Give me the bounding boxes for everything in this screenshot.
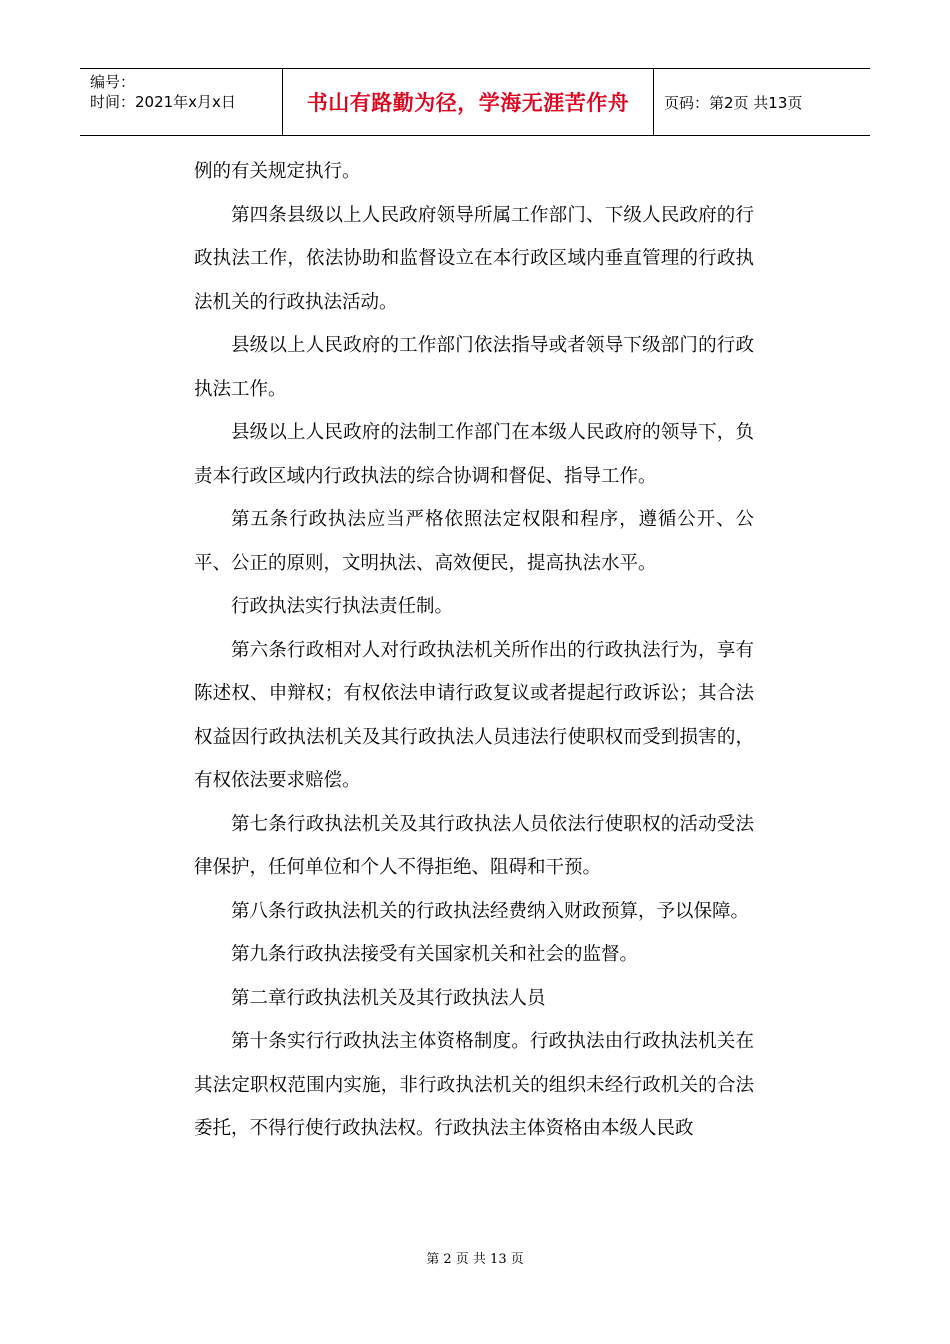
document-body	[194, 150, 754, 1151]
paragraph: 第七条行政执法机关及其行政执法人员依法行使职权的活动受法律保护，任何单位和个人不得拒绝、阻碍和干预。	[194, 813, 754, 878]
document-time-label: 时间：2021年x月x日	[90, 93, 236, 111]
paragraph: 例的有关规定执行。	[194, 161, 361, 182]
header-page-code: 页码：第2页 共13页	[664, 93, 803, 112]
document-header	[80, 68, 870, 136]
chapter-heading: 第二章行政执法机关及其行政执法人员	[231, 987, 546, 1009]
paragraph: 行政执法实行执法责任制。	[231, 596, 454, 617]
paragraph: 第十条实行行政执法主体资格制度。行政执法由行政执法机关在其法定职权范围内实施，非行政执法机关的组织未经行政机关的合法委托，不得行使行政执法权。行政执法主体资格由本级人民政	[194, 1031, 754, 1139]
paragraph: 第六条行政相对人对行政执法机关所作出的行政执法行为，享有陈述权、申辩权；有权依法申请行政复议或者提起行政诉讼；其合法权益因行政执法机关及其行政执法人员违法行使职权而受到损害的，有权依法要求赔偿。	[194, 639, 754, 791]
header-motto: 书山有路勤为径，学海无涯苦作舟	[282, 69, 654, 135]
paragraph: 县级以上人民政府的工作部门依法指导或者领导下级部门的行政执法工作。	[194, 335, 754, 400]
paragraph: 第八条行政执法机关的行政执法经费纳入财政预算，予以保障。	[231, 900, 750, 922]
paragraph: 县级以上人民政府的法制工作部门在本级人民政府的领导下，负责本行政区域内行政执法的综合协调和督促、指导工作。	[194, 422, 754, 487]
paragraph: 第四条县级以上人民政府领导所属工作部门、下级人民政府的行政执法工作，依法协助和监督设立在本行政区域内垂直管理的行政执法机关的行政执法活动。	[194, 204, 754, 313]
paragraph: 第五条行政执法应当严格依照法定权限和程序，遵循公开、公平、公正的原则，文明执法、高效便民，提高执法水平。	[194, 509, 754, 574]
page-footer: 第 2 页 共 13 页	[426, 1252, 524, 1267]
document-number-label: 编号：	[90, 73, 136, 91]
header-meta	[80, 69, 282, 135]
paragraph: 第九条行政执法接受有关国家机关和社会的监督。	[231, 944, 639, 965]
